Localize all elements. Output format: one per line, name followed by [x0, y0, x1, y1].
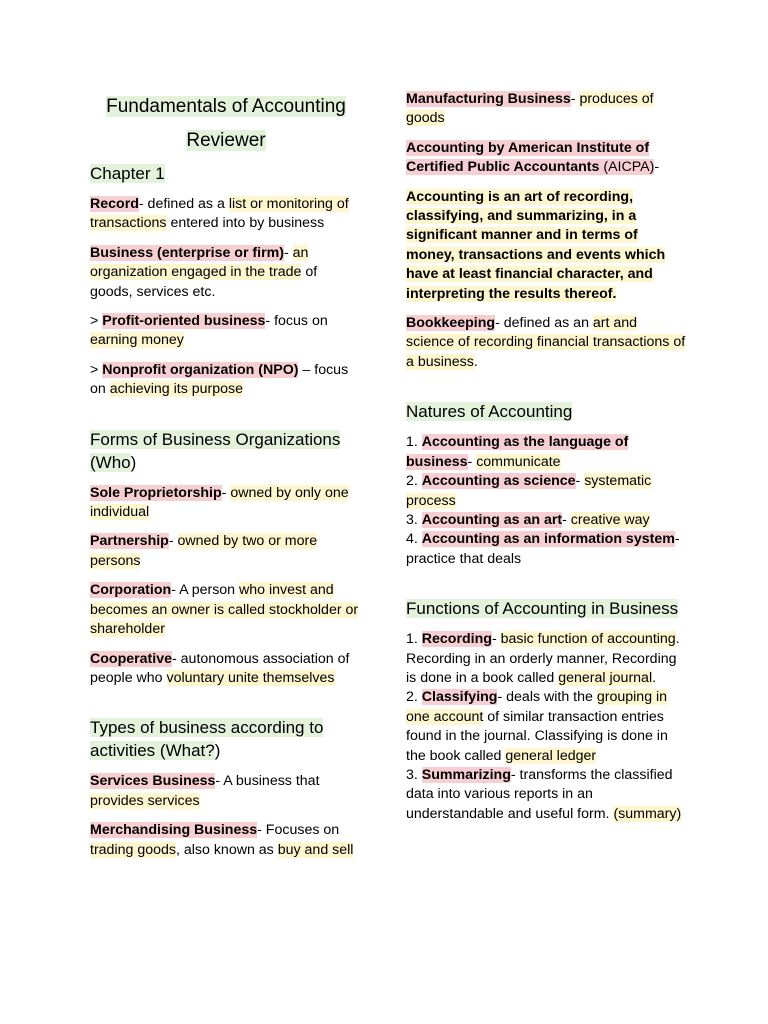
functions-heading: Functions of Accounting in Business — [406, 599, 679, 619]
natures-list — [406, 433, 686, 569]
bookkeeping-definition: Bookkeeping- defined as an art and science of recording financial transactions of a business. — [406, 315, 686, 370]
list-item: 2. Classifying- deals with the grouping in one account of similar transaction entries found in the journal. Classifying is done in the book called general ledger — [406, 689, 668, 764]
business-definition: Business (enterprise or firm)- an organization engaged in the trade of goods, services etc. — [90, 244, 318, 300]
services-business-definition: Services Business- A business that provides services — [90, 773, 320, 809]
npo-definition: > Nonprofit organization (NPO) – focus on achieving its purpose — [90, 361, 349, 398]
document-title — [90, 90, 362, 158]
cooperative-definition: Cooperative- autonomous association of people who voluntary unite themselves — [90, 650, 350, 686]
list-item: 1. Accounting as the language of business- communicate — [406, 434, 629, 470]
title-line-2: Reviewer — [186, 130, 266, 151]
types-heading: Types of business according to activities (What?) — [90, 718, 324, 761]
left-column — [90, 90, 362, 870]
sole-proprietorship-definition: Sole Proprietorship- owned by only one individual — [90, 484, 349, 521]
list-item: 2. Accounting as science- systematic process — [406, 473, 652, 509]
merchandising-business-definition: Merchandising Business- Focuses on trading goods, also known as buy and sell — [90, 822, 354, 858]
chapter-heading: Chapter 1 — [90, 164, 165, 183]
manufacturing-business-definition: Manufacturing Business- produces of goods — [406, 91, 654, 127]
list-item: 3. Summarizing- transforms the classified data into various reports in an understandable and useful form. (summary) — [406, 766, 682, 822]
profit-oriented-definition: > Profit-oriented business- focus on earning money — [90, 313, 328, 349]
aicpa-heading: Accounting by American Institute of Certified Public Accountants (AICPA)- — [406, 139, 660, 176]
title-line-1: Fundamentals of Accounting — [106, 96, 346, 117]
forms-heading: Forms of Business Organizations (Who) — [90, 429, 341, 472]
list-item: 4. Accounting as an information system- practice that deals — [406, 531, 680, 567]
natures-heading: Natures of Accounting — [406, 402, 573, 422]
functions-list — [406, 630, 686, 824]
record-definition: Record- defined as a list or monitoring of transactions entered into by business — [90, 196, 349, 232]
corporation-definition: Corporation- A person who invest and becomes an owner is called stockholder or shareholder — [90, 582, 359, 638]
list-item: 1. Recording- basic function of accounting. Recording in an orderly manner, Recording is done in a book called general journal. — [406, 631, 680, 686]
right-column — [406, 90, 686, 834]
list-item: 3. Accounting as an art- creative way — [406, 511, 650, 528]
partnership-definition: Partnership- owned by two or more persons — [90, 533, 318, 569]
accounting-definition: Accounting is an art of recording, classifying, and summarizing, in a significant manner and in terms of money, transactions and events which have at least financial character, and interpreting the results thereof. — [406, 188, 666, 302]
